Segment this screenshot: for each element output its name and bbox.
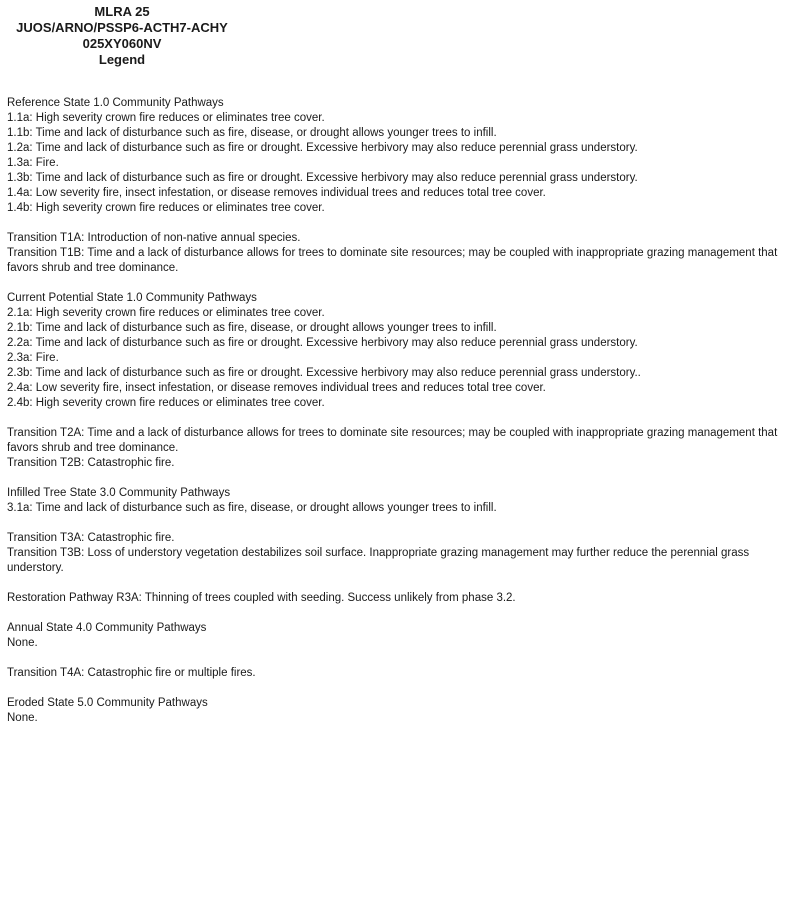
legend-section	[7, 96, 787, 216]
section-line: 3.1a: Time and lack of disturbance such as fire, disease, or drought allows younger trees to infill.	[7, 502, 497, 514]
section-line: None.	[7, 712, 38, 724]
section-line: 1.4a: Low severity fire, insect infestation, or disease removes individual trees and reduces total tree cover.	[7, 187, 546, 199]
mlra-title: MLRA 25	[94, 4, 150, 19]
legend-title: Legend	[98, 52, 146, 67]
section-line: Transition T3B: Loss of understory vegetation destabilizes soil surface. Inappropriate grazing management may further reduce the perennial grass understory.	[7, 547, 753, 574]
legend-header	[0, 4, 244, 68]
legend-section	[7, 591, 787, 606]
section-line-first: Transition T4A: Catastrophic fire or multiple fires.	[7, 667, 256, 679]
section-line-first: Transition T2A: Time and a lack of disturbance allows for trees to dominate site resources; may be coupled with inappropriate grazing management that favors shrub and tree dominance.	[7, 427, 781, 454]
section-line: 2.4a: Low severity fire, insect infestation, or disease removes individual trees and reduces total tree cover.	[7, 382, 546, 394]
site-code: JUOS/ARNO/PSSP6-ACTH7-ACHY	[16, 20, 228, 35]
section-line: 1.3a: Fire.	[7, 157, 59, 169]
section-line: 2.3a: Fire.	[7, 352, 59, 364]
legend-section	[7, 696, 787, 726]
section-line-first: Transition T3A: Catastrophic fire.	[7, 532, 175, 544]
section-line-first: Eroded State 5.0 Community Pathways	[7, 697, 208, 709]
section-line: 2.1a: High severity crown fire reduces or eliminates tree cover.	[7, 307, 325, 319]
legend-section	[7, 531, 787, 576]
section-line: None.	[7, 637, 38, 649]
section-line: 1.1b: Time and lack of disturbance such as fire, disease, or drought allows younger trees to infill.	[7, 127, 497, 139]
section-line: 2.2a: Time and lack of disturbance such as fire or drought. Excessive herbivory may also reduce perennial grass understory.	[7, 337, 638, 349]
site-id: 025XY060NV	[82, 36, 162, 51]
section-line: 2.4b: High severity crown fire reduces or eliminates tree cover.	[7, 397, 325, 409]
section-line-first: Annual State 4.0 Community Pathways	[7, 622, 207, 634]
section-line: 2.3b: Time and lack of disturbance such as fire or drought. Excessive herbivory may also reduce perennial grass understory..	[7, 367, 641, 379]
legend-section	[7, 291, 787, 411]
section-line: Transition T1B: Time and a lack of disturbance allows for trees to dominate site resources; may be coupled with inappropriate grazing management that favors shrub and tree dominance.	[7, 247, 781, 274]
section-line: 1.1a: High severity crown fire reduces or eliminates tree cover.	[7, 112, 325, 124]
section-line: 1.4b: High severity crown fire reduces or eliminates tree cover.	[7, 202, 325, 214]
legend-section	[7, 666, 787, 681]
legend-section	[7, 426, 787, 471]
section-line: 1.2a: Time and lack of disturbance such as fire or drought. Excessive herbivory may also reduce perennial grass understory.	[7, 142, 638, 154]
legend-section	[7, 231, 787, 276]
section-line-first: Transition T1A: Introduction of non-native annual species.	[7, 232, 301, 244]
section-line-first: Current Potential State 1.0 Community Pathways	[7, 292, 257, 304]
section-line-first: Infilled Tree State 3.0 Community Pathways	[7, 487, 231, 499]
legend-section	[7, 621, 787, 651]
section-line: 1.3b: Time and lack of disturbance such as fire or drought. Excessive herbivory may also reduce perennial grass understory.	[7, 172, 638, 184]
section-line-first: Restoration Pathway R3A: Thinning of trees coupled with seeding. Success unlikely from phase 3.2.	[7, 592, 516, 604]
legend-section	[7, 486, 787, 516]
legend-body	[7, 96, 787, 741]
section-line-first: Reference State 1.0 Community Pathways	[7, 97, 224, 109]
section-line: Transition T2B: Catastrophic fire.	[7, 457, 175, 469]
section-line: 2.1b: Time and lack of disturbance such as fire, disease, or drought allows younger trees to infill.	[7, 322, 497, 334]
